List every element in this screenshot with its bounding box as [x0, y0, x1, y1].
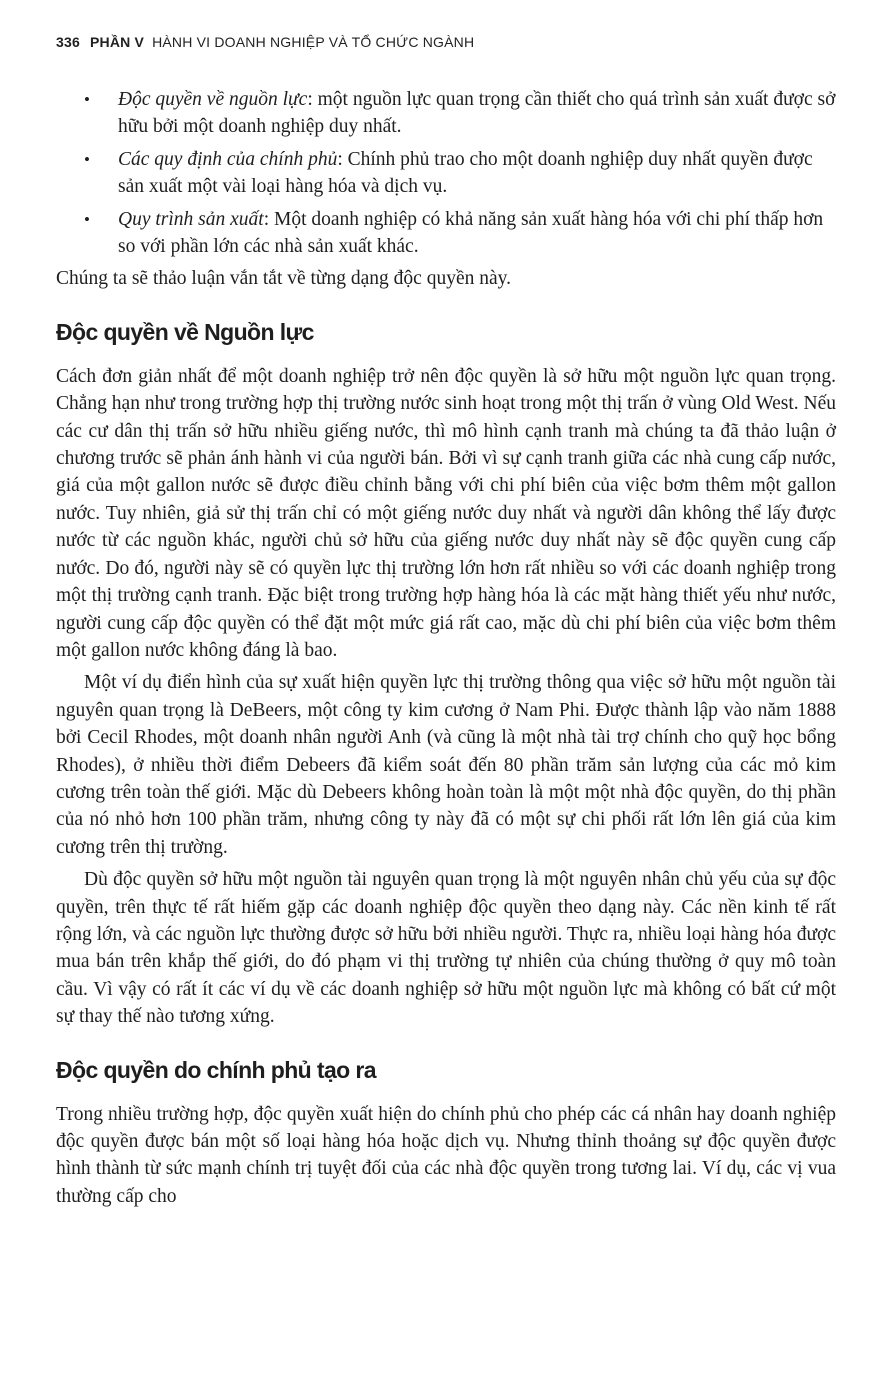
- part-title: HÀNH VI DOANH NGHIỆP VÀ TỔ CHỨC NGÀNH: [152, 34, 475, 50]
- summary-paragraph: Chúng ta sẽ thảo luận vắn tắt về từng dạng độc quyền này.: [56, 268, 511, 290]
- body-paragraph: Trong nhiều trường hợp, độc quyền xuất hiện do chính phủ cho phép các cá nhân hay doanh nghiệp độc quyền được bán một số loại hàng hóa hoặc dịch vụ. Nhưng thỉnh thoảng sự độc quyền được hình thành từ sức mạnh chính trị tuyệt đối của các nhà độc quyền trong tương lai. Ví dụ, các vị vua thường cấp cho: [56, 1103, 836, 1207]
- bullet-icon: •: [84, 90, 90, 109]
- bullet-term: Độc quyền về nguồn lực: [118, 89, 308, 110]
- page-number: 336: [56, 34, 80, 50]
- running-header: [56, 34, 474, 50]
- list-item: [56, 86, 836, 141]
- bullet-icon: •: [84, 209, 90, 229]
- bullet-term: Quy trình sản xuất: [118, 208, 264, 230]
- bullet-text: : một nguồn lực quan trọng cần thiết cho quá trình sản xuất được sở hữu bởi một doanh nghiệp duy nhất.: [118, 89, 836, 138]
- list-item: [56, 206, 836, 261]
- part-label: PHẦN V: [89, 34, 145, 50]
- body-paragraph: Dù độc quyền sở hữu một nguồn tài nguyên quan trọng là một nguyên nhân chủ yếu của sự độc quyền, trên thực tế rất hiếm gặp các doanh nghiệp độc quyền theo dạng này. Các nền kinh tế rất rộng lớn, và các nguồn lực thường được sở hữu bởi nhiều người. Thực ra, nhiều loại hàng hóa được mua bán trên khắp thế giới, do đó phạm vi thị trường tự nhiên của chúng thường ở quy mô toàn cầu. Vì vậy có rất ít các ví dụ về các doanh nghiệp sở hữu một nguồn lực mà không có bất cứ một sự thay thế nào tương xứng.: [56, 869, 836, 1028]
- bullet-list: [56, 86, 836, 260]
- bullet-text: : Một doanh nghiệp có khả năng sản xuất hàng hóa với chi phí thấp hơn so với phần lớn các nhà sản xuất khác.: [118, 208, 824, 258]
- section-heading-government-monopoly: Độc quyền do chính phủ tạo ra: [56, 1056, 376, 1083]
- body-paragraph: Cách đơn giản nhất để một doanh nghiệp trở nên độc quyền là sở hữu một nguồn lực quan trọng. Chẳng hạn như trong trường hợp thị trường nước sinh hoạt trong một thị trấn ở vùng Old West. Nếu các cư dân thị trấn sở hữu nhiều giếng nước, thì mô hình cạnh tranh mà chúng ta đã thảo luận ở chương trước sẽ phản ánh hành vi của người bán. Bởi vì sự cạnh tranh giữa các nhà cung cấp nước, giá của một gallon nước sẽ được điều chỉnh bằng với chi phí biên của việc bơm thêm một gallon nước. Tuy nhiên, giả sử thị trấn chỉ có một giếng nước duy nhất và người dân không thể lấy được nước từ các nguồn khác, người chủ sở hữu của giếng nước duy nhất này sẽ độc quyền cung cấp nước. Do đó, người này sẽ có quyền lực thị trường lớn hơn rất nhiều so với các doanh nghiệp trong một thị trường cạnh tranh. Đặc biệt trong trường hợp hàng hóa là các mặt hàng thiết yếu như nước, người cung cấp độc quyền có thể đặt một mức giá rất cao, mặc dù chi phí biên của việc bơm thêm một gallon nước không đáng là bao.: [56, 365, 836, 661]
- bullet-icon: •: [84, 149, 90, 169]
- list-item: [56, 146, 836, 201]
- page-body: [56, 86, 836, 1210]
- body-paragraph: Một ví dụ điển hình của sự xuất hiện quyền lực thị trường thông qua việc sở hữu một nguồn tài nguyên quan trọng là DeBeers, một công ty kim cương ở Nam Phi. Được thành lập vào năm 1888 bởi Cecil Rhodes, một doanh nhân người Anh (và cũng là một nhà tài trợ chính cho quỹ học bổng Rhodes), ở nhiều thời điểm Debeers đã kiểm soát đến 80 phần trăm sản lượng của các mỏ kim cương trên toàn thế giới. Mặc dù Debeers không hoàn toàn là một một nhà độc quyền, do thị phần của nó nhỏ hơn 100 phần trăm, nhưng công ty này đã có một sự chi phối rất lớn lên giá của kim cương trên thị trường.: [56, 672, 836, 858]
- bullet-term: Các quy định của chính phủ: [118, 148, 338, 170]
- section-heading-resource-monopoly: Độc quyền về Nguồn lực: [56, 318, 314, 345]
- bullet-text: : Chính phủ trao cho một doanh nghiệp duy nhất quyền được sản xuất một vài loại hàng hóa và dịch vụ.: [118, 148, 813, 198]
